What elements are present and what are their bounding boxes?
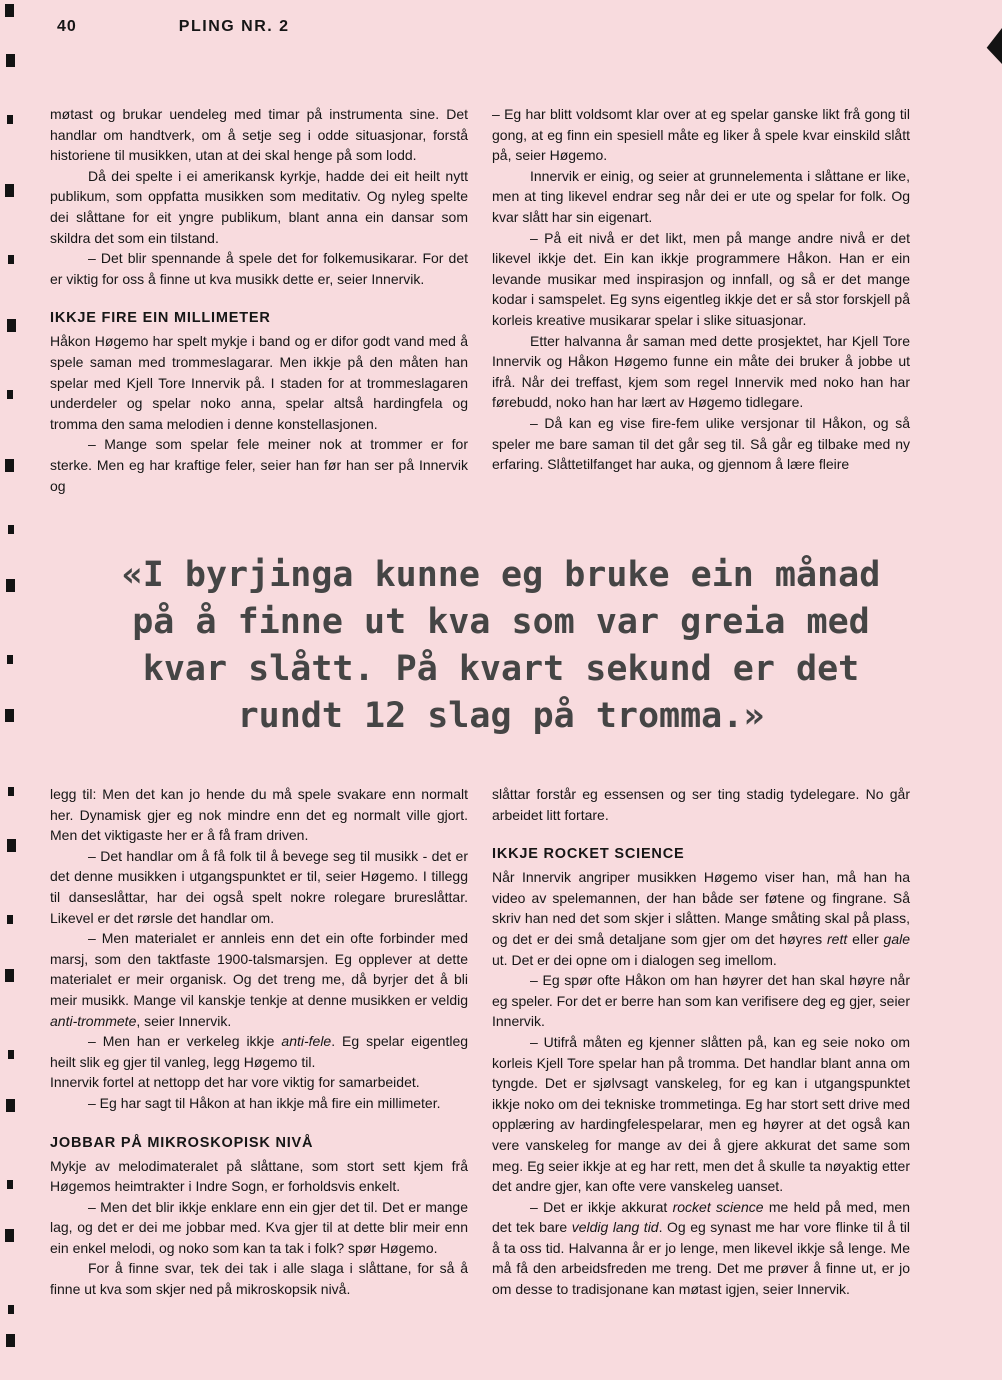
paragraph: Etter halvanna år saman med dette prosjektet, har Kjell Tore Innervik og Håkon Høgemo funne ein måte dei bruker å jobbe ut ifrå. Når dei treffast, kjem som regel Innervik med noko han har førebudd, noko han har lært av Høgemo tidlegare. xyxy=(492,332,910,411)
paragraph: – Då kan eg vise fire-fem ulike versjonar til Håkon, og så speler me bare saman til det går seg til. Så går eg tilbake med ny erfaring. Slåttetilfanget har auka, og gjennom å lære fleire xyxy=(492,414,910,473)
paragraph: Då dei spelte i ei amerikansk kyrkje, hadde dei eit heilt nytt publikum, som oppfatta musikken som meditativ. Og nyleg spelte dei slåttane for eit yngre publikum, blant anna ein dansar som skildra det som ein tilstand. xyxy=(50,167,468,246)
scan-artifact-corner xyxy=(984,28,1002,64)
scan-artifact-strip xyxy=(7,115,13,124)
paragraph: Håkon Høgemo har spelt mykje i band og er difor godt vand med å spele saman med trommeslagarar. Men ikkje på den måten han spelar med Kjell Tore Innervik på. I staden for at trommeslagaren underdeler og spelar noko anna, spelar altså hardingfela og tromma den sama melodien i denne konstellasjonen. xyxy=(50,333,468,432)
bottom-text-band xyxy=(50,784,910,1300)
paragraph: – Men materialet er annleis enn det ein ofte forbinder med marsj, som den taktfaste 1900-talsmarsjen. Eg opplever at dette materialet er meir organisk. Og det treng me, då byrjer det å bli meir musikk. Mange vil kanskje tenkje at denne musikken er veldig anti-trommete, seier Innervik. xyxy=(50,930,468,1029)
masthead: PLING NR. 2 xyxy=(178,18,290,35)
paragraph: legg til: Men det kan jo hende du må spele svakare enn normalt her. Dynamisk gjer eg nok mindre enn det eg normalt ville gjort. Men det viktigaste her er å få fram driven. xyxy=(50,786,468,844)
paragraph: – Eg har blitt voldsomt klar over at eg spelar ganske likt frå gong til gong, at eg finn ein spesiell måte eg liker å spele kvar einskild slått på, seier Høgemo. xyxy=(492,106,910,164)
paragraph: – På eit nivå er det likt, men på mange andre nivå er det likevel ikkje det. Ein kan ikkje programmere Håkon. Han er ein levande musikar med inspirasjon og innfall, og så er det mange kodar i samspelet. Eg syns eigentleg ikkje det er så stor forskjell på korleis kreative musikarar spelar i slike situasjonar. xyxy=(492,229,910,328)
paragraph: – Eg har sagt til Håkon at han ikkje må fire ein millimeter. xyxy=(88,1094,441,1111)
pull-quote xyxy=(61,552,941,740)
article-column-bottom-right xyxy=(492,784,910,1300)
paragraph: Innervik er einig, og seier at grunnelementa i slåttane er like, men at ting likevel endrar seg når dei er ute og spelar for folk. Og kvar slått har sin eigenart. xyxy=(492,167,910,225)
section-heading: IKKJE ROCKET SCIENCE xyxy=(492,846,685,863)
pull-quote-line: rundt 12 slag på tromma.» xyxy=(237,696,765,736)
paragraph: – Det er ikkje akkurat rocket science me held på med, men det tek bare veldig lang tid. Og eg synast me har vore flinke til å til å ta oss tid. Halvanna år er jo lenge, men likevel ikkje så lenge. Me må få den arbeidsfreden me treng. Det me prøver å finne ut, er jo om desse to tradisjonane kan møtast igjen, seier Innervik. xyxy=(492,1198,911,1298)
paragraph: slåttar forstår eg essensen og ser ting stadig tydelegare. No går arbeidet litt fortare. xyxy=(492,786,910,823)
paragraph: – Men det blir ikkje enklare enn ein gjer det til. Det er mange lag, og det er dei me jobbar med. Kva gjer til at dette blir meir enn ein enkel melodi, og noko som kan ta tak i folk? spør Høgemo. xyxy=(50,1198,468,1256)
paragraph: – Eg spør ofte Håkon om han høyrer det han skal høyre når eg speler. For det er berre han som kan verifisere deg eg gjer, seier Innervik. xyxy=(492,972,910,1030)
section-heading: JOBBAR PÅ MIKROSKOPISK NIVÅ xyxy=(50,1134,314,1151)
paragraph: For å finne svar, tek dei tak i alle slaga i slåttane, for så å finne ut kva som skjer ned på mikroskopsik nivå. xyxy=(50,1260,468,1298)
pull-quote-line: «I byrjinga kunne eg bruke ein månad xyxy=(121,555,881,595)
paragraph: – Det handlar om å få folk til å bevege seg til musikk - det er det denne musikken i utgangspunktet er til, seier Høgemo. I tillegg til danseslåttar, har dei også spelt nokre rolegare brureslåttar. Likevel er det rørsle det handlar om. xyxy=(50,847,468,926)
paragraph: – Mange som spelar fele meiner nok at trommer er for sterke. Men eg har kraftige feler, seier han før han ser på Innervik og xyxy=(50,436,468,494)
paragraph: Innervik fortel at nettopp det har vore viktig for samarbeidet. xyxy=(50,1074,420,1091)
paragraph: Når Innervik angriper musikken Høgemo viser han, må han ha video av spelemannen, der han både ser føtene og fingrane. Så skriv han ned det som skjer i slåtten. Mange småting skal på plass, og det er dei små detaljane som gjer om det høyres rett eller gale ut. Det er dei opne om i dialogen seg imellom. xyxy=(492,869,911,968)
scan-artifact-strip xyxy=(5,4,14,17)
paragraph: – Utifrå måten eg kjenner slåtten på, kan eg seie noko om korleis Kjell Tore spelar han på tromma. Det handlar blant anna om tyngde. Det er sjølvsagt vanskeleg, for eg kan i utgangspunktet ikkje noko om dei tekniske trommetinga. Eg har stort sett drive med opplæring av hardingfelespelarar, men eg høyrer at det også kan vere vanskeleg for mange av dei å gjere akkurat det same som meg. Eg seier ikkje at eg har rett, men det å skulle ta nøyaktig etter det andre gjer, kan ofte vere vanskeleg uanset. xyxy=(492,1033,910,1195)
paragraph: – Det blir spennande å spele det for folkemusikarar. For det er viktig for oss å finne ut kva musikk dette er, seier Innervik. xyxy=(50,250,468,287)
paragraph: – Men han er verkeleg ikkje anti-fele. Eg spelar eigentleg heilt slik eg gjer til vanleg, legg Høgemo til. xyxy=(50,1033,469,1070)
article-column-bottom-left xyxy=(50,784,468,1300)
top-text-band xyxy=(50,104,910,496)
pull-quote-line: på å finne ut kva som var greia med xyxy=(132,602,870,642)
page-number: 40 xyxy=(57,18,77,35)
article-column-top-right xyxy=(492,104,910,496)
section-heading: IKKJE FIRE EIN MILLIMETER xyxy=(50,310,271,327)
pull-quote-line: kvar slått. På kvart sekund er det xyxy=(142,649,860,689)
article-column-top-left xyxy=(50,104,468,496)
paragraph: Mykje av melodimateralet på slåttane, som stort sett kjem frå Høgemos heimtrakter i Indre Sogn, er forholdsvis enkelt. xyxy=(50,1157,468,1195)
page-header xyxy=(57,18,290,36)
paragraph: møtast og brukar uendeleg med timar på instrumenta sine. Det handlar om handtverk, om å setje seg i odde situasjonar, forstå historiene til musikken, utan at dei skal henge på som lodd. xyxy=(50,106,468,164)
